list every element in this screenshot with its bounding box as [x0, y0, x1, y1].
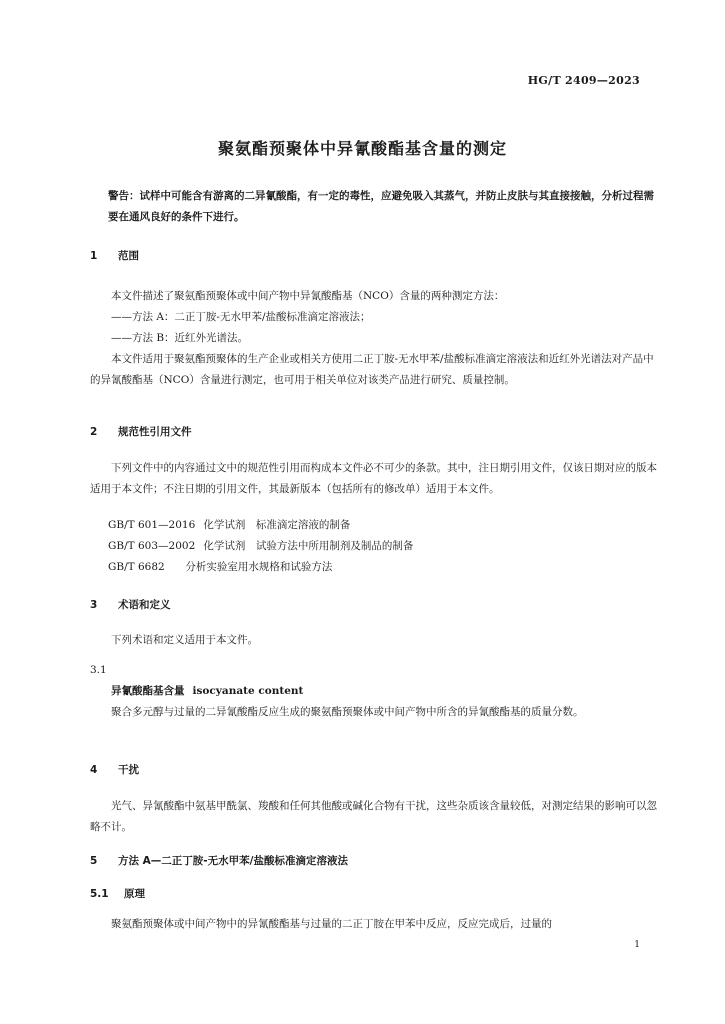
reference-code: GB/T 603—2002 — [108, 540, 196, 552]
section-title: 干扰 — [118, 764, 139, 776]
section-title: 范围 — [118, 250, 139, 262]
section-2-heading — [90, 424, 192, 439]
reference-code: GB/T 6682 — [108, 561, 165, 573]
subsection-title: 原理 — [124, 888, 145, 900]
standard-number: HG/T 2409—2023 — [527, 74, 640, 87]
section-number: 2 — [90, 426, 98, 438]
method-b-item: ——方法 B：近红外光谱法。 — [111, 332, 249, 344]
principle-text: 聚氨酯预聚体或中间产物中的异氰酸酯基与过量的二正丁胺在甲苯中反应，反应完成后，过量的 — [111, 918, 552, 930]
section-title: 方法 A—二正丁胺-无水甲苯/盐酸标准滴定溶液法 — [118, 855, 348, 867]
term-chinese: 异氰酸酯基含量 — [111, 685, 185, 697]
reference-code: GB/T 601—2016 — [108, 519, 196, 531]
interference-text: 光气、异氰酸酯中氨基甲酰氯、羧酸和任何其他酸或碱化合物有干扰，这些杂质该含量较低，对测定结果的影响可以忽略不计。 — [90, 800, 657, 833]
section-1-body — [90, 286, 660, 391]
reference-name: 化学试剂 标准滴定溶液的制备 — [203, 519, 351, 531]
section-number: 4 — [90, 764, 98, 776]
page-number: 1 — [634, 940, 640, 950]
reference-item — [108, 536, 413, 557]
section-3-intro — [90, 630, 660, 651]
section-3-heading — [90, 597, 171, 612]
section-5-heading — [90, 853, 348, 868]
section-number: 5 — [90, 855, 98, 867]
terms-intro: 下列术语和定义适用于本文件。 — [111, 634, 258, 646]
section-1-heading — [90, 248, 139, 263]
scope-applicability: 本文件适用于聚氨酯预聚体的生产企业或相关方使用二正丁胺-无水甲苯/盐酸标准滴定溶液法和近红外光谱法对产品中的异氰酸酯基（NCO）含量进行测定，也可用于相关单位对该类产品进行研究、质量控制。 — [90, 353, 654, 386]
subsection-number: 5.1 — [90, 888, 109, 900]
term-definition: 聚合多元醇与过量的二异氰酸酯反应生成的聚氨酯预聚体或中间产物中所含的异氰酸酯基的质量分数。 — [111, 706, 584, 718]
section-number: 1 — [90, 250, 98, 262]
section-number: 3 — [90, 599, 98, 611]
reference-list — [108, 515, 413, 578]
term-english: isocyanate content — [192, 685, 304, 697]
section-title: 术语和定义 — [118, 599, 171, 611]
document-title: 聚氨酯预聚体中异氰酸酯基含量的测定 — [217, 139, 507, 158]
section-title: 规范性引用文件 — [118, 426, 192, 438]
references-intro: 下列文件中的内容通过文中的规范性引用而构成本文件必不可少的条款。其中，注日期引用文件，仅该日期对应的版本适用于本文件；不注日期的引用文件，其最新版本（包括所有的修改单）适用于本文件。 — [90, 462, 657, 495]
warning-paragraph: 警告：试样中可能含有游离的二异氰酸酯，有一定的毒性，应避免吸入其蒸气，并防止皮肤与其直接接触，分析过程需要在通风良好的条件下进行。 — [108, 190, 654, 223]
section-2-body — [90, 458, 660, 500]
reference-item — [108, 557, 413, 578]
term-number: 3.1 — [90, 664, 107, 676]
reference-name: 化学试剂 试验方法中所用制剂及制品的制备 — [203, 540, 414, 552]
scope-intro: 本文件描述了聚氨酯预聚体或中间产物中异氰酸酯基（NCO）含量的两种测定方法： — [111, 290, 505, 302]
reference-item — [108, 515, 413, 536]
term-heading — [90, 681, 660, 702]
reference-name: 分析实验室用水规格和试验方法 — [185, 561, 333, 573]
method-a-item: ——方法 A：二正丁胺-无水甲苯/盐酸标准滴定溶液法； — [111, 311, 371, 323]
subsection-5-1-heading — [90, 886, 145, 901]
section-4-heading — [90, 762, 139, 777]
term-3-1 — [90, 660, 660, 723]
section-4-body — [90, 796, 660, 838]
section-5-1-body — [90, 914, 660, 935]
